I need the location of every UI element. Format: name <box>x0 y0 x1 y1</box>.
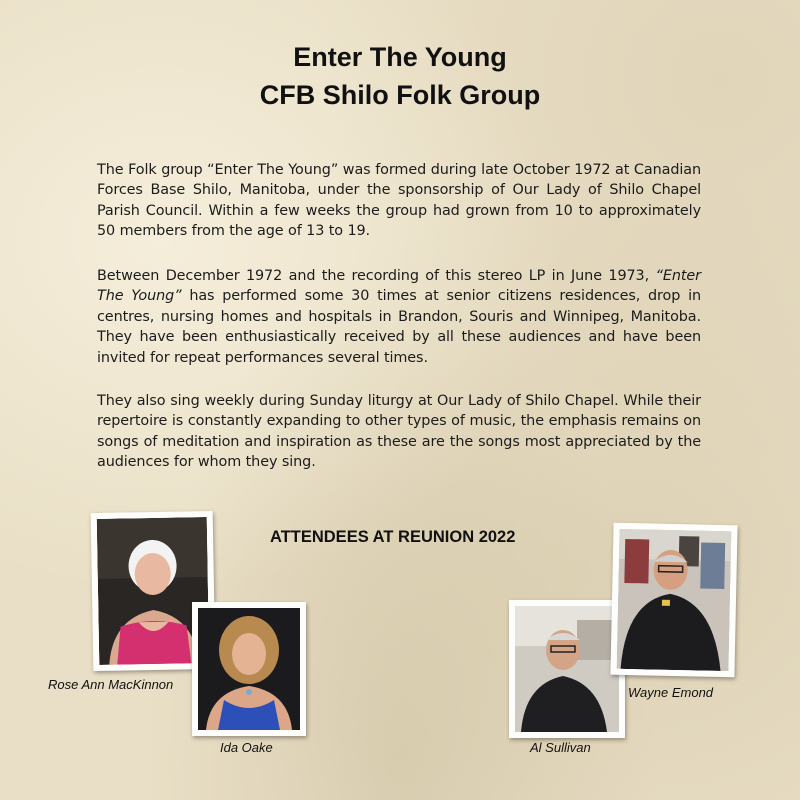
title-line-2: CFB Shilo Folk Group <box>259 80 541 110</box>
paragraph-2-before: Between December 1972 and the recording of this stereo LP in June 1973, <box>97 268 656 284</box>
page-title <box>0 38 800 114</box>
attendees-heading: ATTENDEES AT REUNION 2022 <box>270 528 516 546</box>
photo-al-sullivan <box>509 600 625 738</box>
caption-ida-oake: Ida Oake <box>220 740 273 755</box>
paragraph-1-text: The Folk group “Enter The Young” was formed during late October 1972 at Canadian Forces Base Shilo, Manitoba, under the sponsorship of Our Lady of Shilo Chapel Parish Council. Within a few weeks the group had grown from 10 to approximately 50 members from the age of 13 to 19. <box>97 162 701 240</box>
paragraph-2-text <box>97 266 701 368</box>
caption-al-sullivan: Al Sullivan <box>530 740 591 755</box>
paragraph-2-emphasis: “Enter The Young” <box>97 268 701 305</box>
title-line-1: Enter The Young <box>293 42 507 72</box>
photo-image <box>198 608 300 730</box>
paragraph-2 <box>97 266 701 368</box>
paragraph-1 <box>97 160 701 242</box>
caption-rose-ann-mackinnon: Rose Ann MacKinnon <box>48 677 174 692</box>
paragraph-3-text: They also sing weekly during Sunday liturgy at Our Lady of Shilo Chapel. While their repertoire is constantly expanding to other types of music, the emphasis remains on songs of meditation and inspiration as these are the songs most appreciated by the audiences for whom they sing. <box>97 393 701 471</box>
paragraph-2-after: has performed some 30 times at senior citizens residences, drop in centres, nursing homes and hospitals in Brandon, Souris and Winnipeg, Manitoba. They have been enthusiastically received by all these audiences and have been invited for repeat performances several times. <box>97 288 701 366</box>
photo-ida-oake <box>192 602 306 736</box>
photo-wayne-emond <box>610 523 737 678</box>
paragraph-3 <box>97 391 701 473</box>
photo-image <box>617 529 732 671</box>
photo-image <box>515 606 619 732</box>
caption-wayne-emond: Wayne Emond <box>628 685 714 700</box>
